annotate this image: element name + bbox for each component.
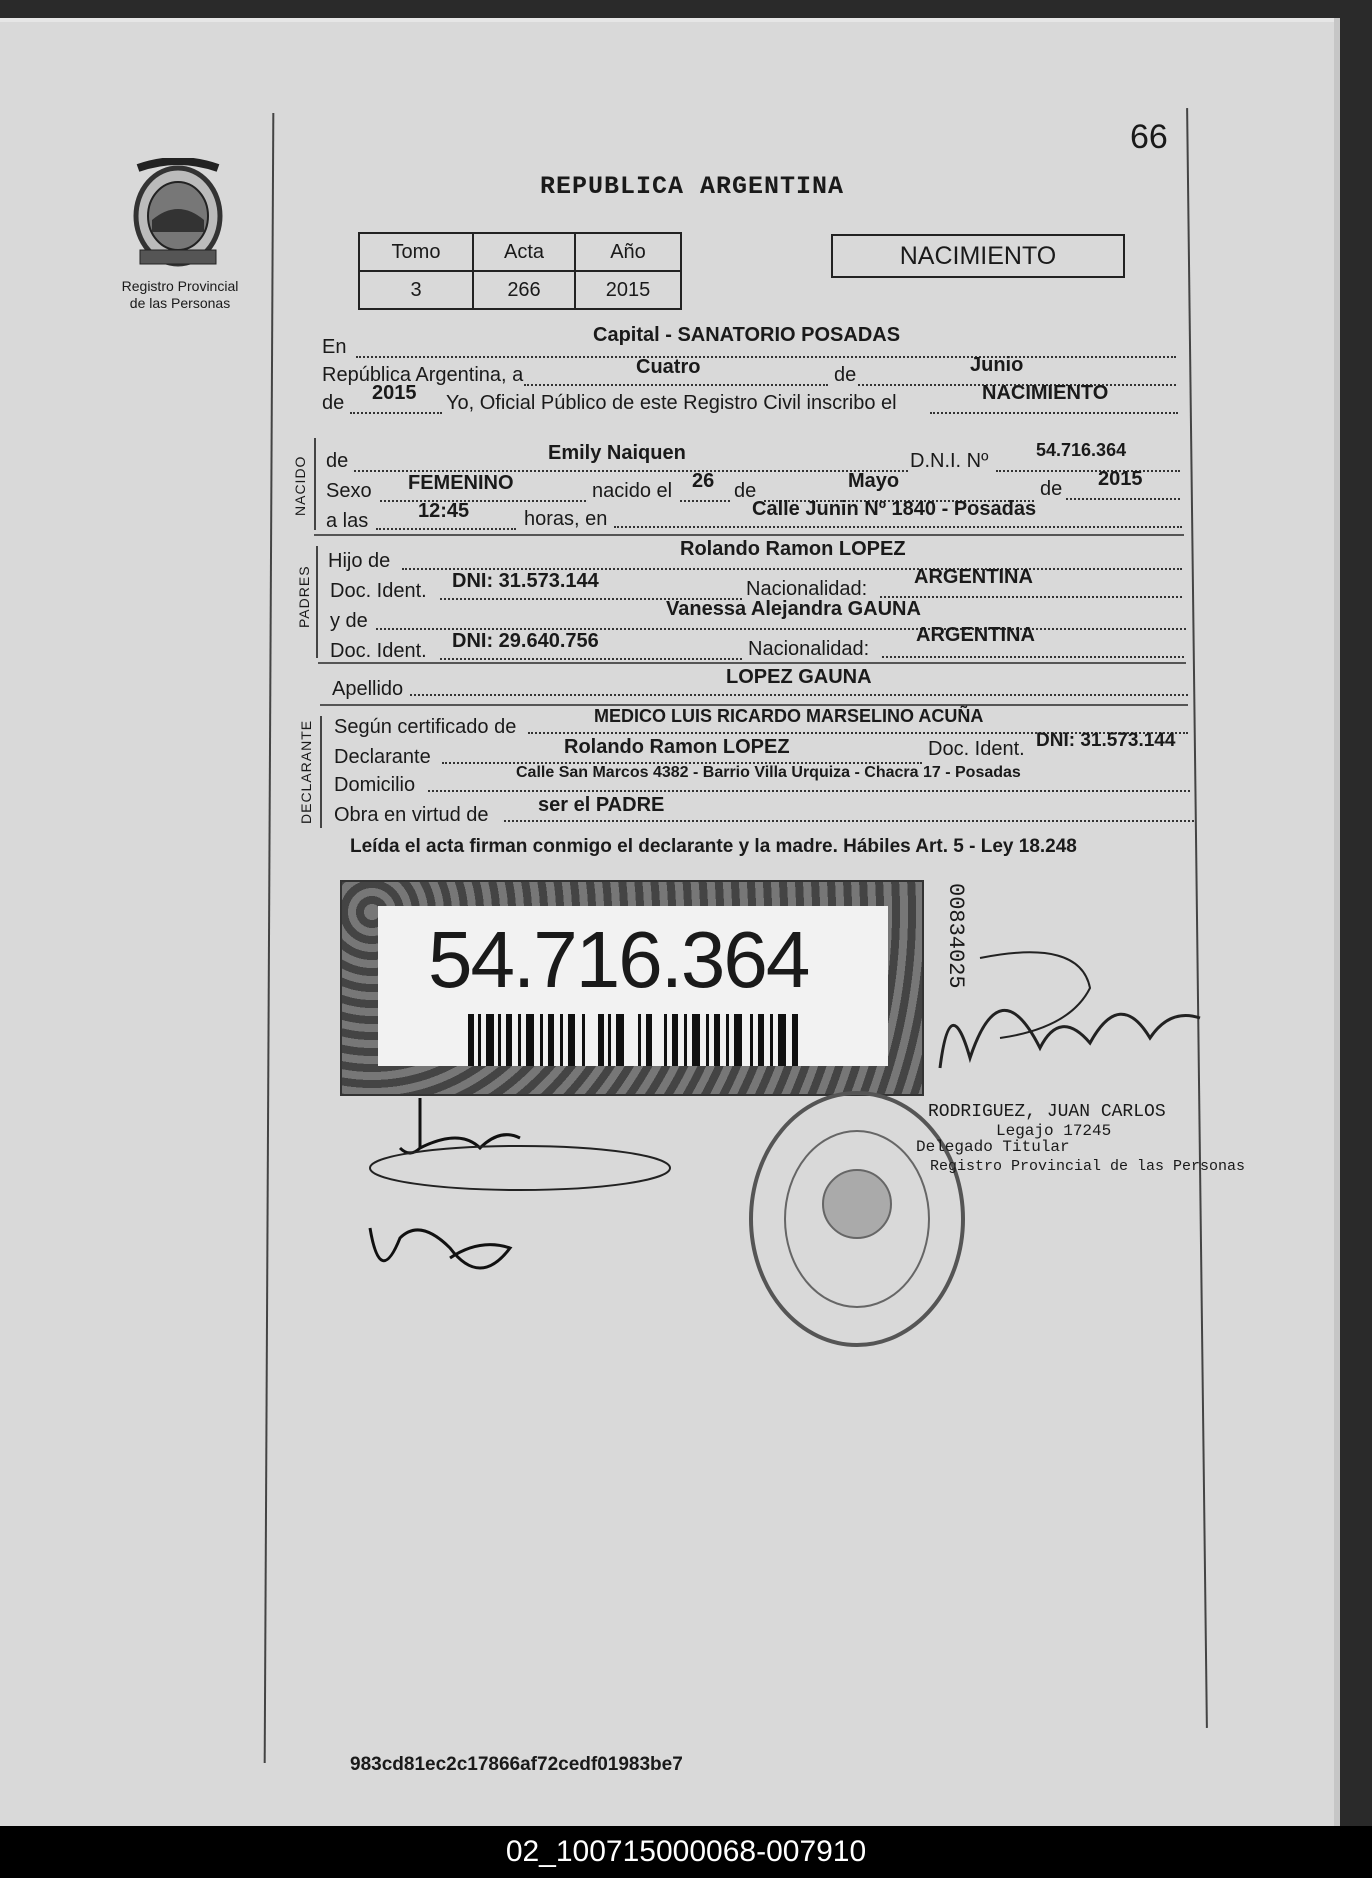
tomo-value: 3: [359, 271, 473, 309]
official-stamp-icon: [742, 1084, 972, 1354]
dia-dots: [680, 500, 730, 502]
padre-nac-dots: [880, 596, 1182, 598]
y-de-label: y de: [330, 610, 368, 632]
en-label: En: [322, 336, 347, 358]
padre-nac-label: Nacionalidad:: [746, 578, 868, 600]
barcode-number: 54.716.364: [428, 915, 809, 1004]
serial-number: 00834025: [943, 883, 968, 989]
madre-doc-label: Doc. Ident.: [330, 640, 427, 662]
document-hash: 983cd81ec2c17866af72cedf01983be7: [350, 1754, 683, 1775]
obra-label: Obra en virtud de: [334, 804, 489, 826]
official-signature-icon: [920, 948, 1220, 1098]
sexo-dots: [380, 500, 586, 502]
anio-value: 2015: [575, 271, 681, 309]
barcode-bars-icon: [468, 1014, 808, 1066]
declarante-value: Rolando Ramon LOPEZ: [564, 736, 790, 758]
republica-label: República Argentina, a: [322, 364, 524, 386]
leida-statement: Leída el acta firman conmigo el declarante y la madre. Hábiles Art. 5 - Ley 18.248: [350, 836, 1077, 857]
left-margin-rule: [264, 113, 275, 1763]
apellido-dots: [410, 694, 1188, 696]
official-role: Delegado Titular: [916, 1138, 1070, 1156]
file-id: 02_100715000068-007910: [505, 1835, 867, 1868]
declarante-side-label: DECLARANTE: [298, 719, 314, 824]
anio-header: Año: [575, 233, 681, 271]
official-legajo: Legajo 17245: [996, 1122, 1112, 1140]
declarante-doc-label: Doc. Ident.: [928, 738, 1025, 760]
dni-dots: [996, 470, 1180, 472]
acta-header: Acta: [473, 233, 575, 271]
dia-value: 26: [692, 470, 715, 492]
hora-value: 12:45: [418, 500, 470, 522]
yo-text: Yo, Oficial Público de este Registro Civil inscribo el: [446, 392, 897, 414]
horas-en-label: horas, en: [524, 508, 608, 530]
madre-name: Vanessa Alejandra GAUNA: [666, 598, 921, 620]
file-id-bar: [0, 1826, 1372, 1878]
sexo-label: Sexo: [326, 480, 372, 502]
nacido-dni: 54.716.364: [1036, 440, 1127, 460]
act-type-box: NACIMIENTO: [831, 234, 1125, 278]
right-margin-rule: [1186, 108, 1208, 1728]
en-dots: [356, 356, 1176, 358]
tomo-acta-table: [358, 232, 682, 310]
segun-label: Según certificado de: [334, 716, 517, 738]
obra-dots: [504, 820, 1194, 822]
de-label-2: de: [322, 392, 345, 414]
madre-nac: ARGENTINA: [916, 624, 1035, 646]
anio-dots: [1066, 498, 1180, 500]
madre-doc-dots: [440, 658, 742, 660]
official-office: Registro Provincial de las Personas: [930, 1158, 1246, 1175]
nacido-el-label: nacido el: [592, 480, 673, 502]
padre-nac: ARGENTINA: [914, 566, 1033, 588]
day-dots: [524, 384, 828, 386]
misiones-seal-icon: [118, 158, 238, 278]
nacido-de-label-2: de: [734, 480, 757, 502]
domicilio-label: Domicilio: [334, 774, 416, 796]
sexo-value: FEMENINO: [408, 472, 514, 494]
madre-doc: DNI: 29.640.756: [452, 630, 599, 652]
nacido-bracket: [314, 438, 316, 530]
de-label-1: de: [834, 364, 857, 386]
year-dots: [350, 412, 442, 414]
barcode-sticker: [340, 880, 924, 1096]
declarante-label: Declarante: [334, 746, 431, 768]
domicilio-dots: [428, 790, 1190, 792]
inscribo-value: NACIMIENTO: [982, 382, 1109, 404]
obra-value: ser el PADRE: [538, 794, 665, 816]
mes-value: Mayo: [848, 470, 900, 492]
year-value: 2015: [372, 382, 417, 404]
madre-nac-label: Nacionalidad:: [748, 638, 870, 660]
declarante-doc: DNI: 31.573.144: [1036, 730, 1176, 751]
padres-side-label: PADRES: [296, 565, 312, 628]
day-value: Cuatro: [636, 356, 701, 378]
registry-caption: [100, 278, 260, 312]
declarante-signature-icon: [360, 1088, 680, 1318]
document-title: REPUBLICA ARGENTINA: [540, 172, 845, 201]
registry-caption-line-2: de las Personas: [129, 295, 231, 311]
padre-name: Rolando Ramon LOPEZ: [680, 538, 906, 560]
nacido-name: Emily Naiquen: [548, 442, 686, 464]
nacido-side-label: NACIDO: [292, 455, 308, 516]
madre-nac-dots: [882, 656, 1184, 658]
hijo-de-label: Hijo de: [328, 550, 391, 572]
padres-bracket: [316, 546, 318, 658]
declarante-bracket: [320, 716, 322, 828]
hora-dots: [376, 528, 516, 530]
registry-caption-line-1: Registro Provincial: [121, 278, 239, 294]
apellido-label: Apellido: [332, 678, 404, 700]
certificado-value: MEDICO LUIS RICARDO MARSELINO ACUÑA: [594, 706, 984, 726]
dni-label: D.N.I. Nº: [910, 450, 989, 472]
nacido-de-label: de: [326, 450, 349, 472]
apellido-value: LOPEZ GAUNA: [726, 666, 872, 688]
document-page: [0, 18, 1340, 1826]
domicilio-value: Calle San Marcos 4382 - Barrio Villa Urquiza - Chacra 17 - Posadas: [516, 764, 1021, 781]
month-value: Junio: [970, 354, 1024, 376]
inscribo-dots: [930, 412, 1178, 414]
lugar-dots: [614, 526, 1182, 528]
tomo-header: Tomo: [359, 233, 473, 271]
nacido-de-label-3: de: [1040, 478, 1063, 500]
official-name: RODRIGUEZ, JUAN CARLOS: [928, 1102, 1166, 1122]
anio-value: 2015: [1098, 468, 1143, 490]
a-las-label: a las: [326, 510, 369, 532]
padre-doc-label: Doc. Ident.: [330, 580, 427, 602]
page-number: 66: [1130, 118, 1168, 156]
nacido-separator: [314, 534, 1184, 536]
lugar-value: Calle Junin Nº 1840 - Posadas: [752, 498, 1037, 520]
padres-separator: [318, 662, 1186, 664]
acta-value: 266: [473, 271, 575, 309]
en-value: Capital - SANATORIO POSADAS: [593, 324, 901, 346]
barcode-label: [378, 906, 888, 1066]
padre-doc: DNI: 31.573.144: [452, 570, 599, 592]
